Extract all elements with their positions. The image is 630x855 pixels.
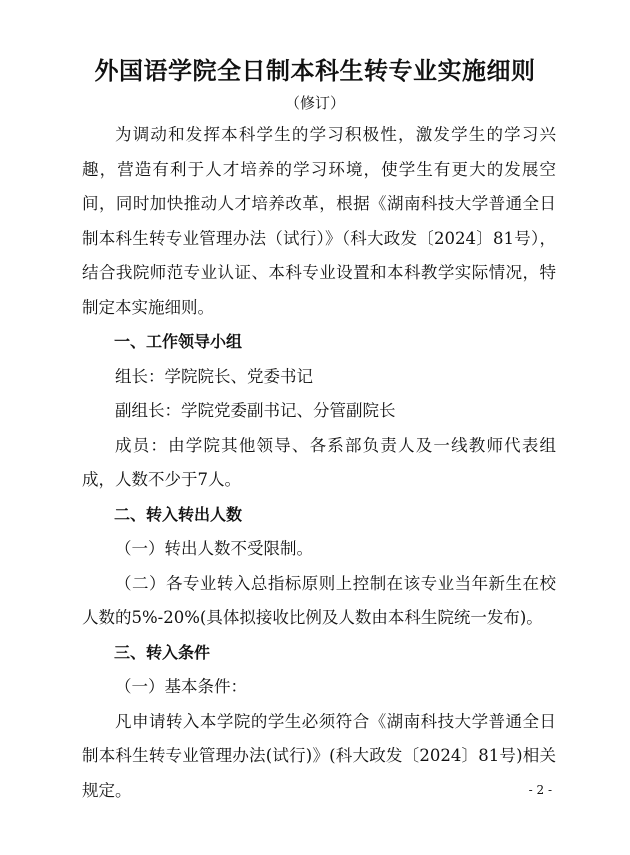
document-title: 外国语学院全日制本科生转专业实施细则 [94,57,536,85]
page-number: - 2 - [528,783,552,797]
intro-paragraph: 为调动和发挥本科学生的学习积极性，激发学生的学习兴趣，营造有利于人才培养的学习环境，使学生有更大的发展空间，同时加快推动人才培养改革，根据《湖南科技大学普通全日制本科生转专业管理办法（试行）》（科大政发〔2024〕81号），结合我院师范专业认证、本科专业设置和本科教学实际情况，特制定本实施细则。 [82,125,556,317]
paragraph-transfer-in-quota: （二）各专业转入总指标原则上控制在该专业当年新生在校人数的5%-20%(具体拟接收比例及人数由本科生院统一发布)。 [82,573,556,627]
paragraph-deputy-leader: 副组长：学院党委副书记、分管副院长 [115,401,396,420]
paragraph-basic-conditions: （一）基本条件： [115,677,247,696]
document-body [82,118,556,808]
paragraph-members: 成员：由学院其他领导、各系部负责人及一线教师代表组成，人数不少于7人。 [82,435,556,489]
paragraph-conditions-detail: 凡申请转入本学院的学生必须符合《湖南科技大学普通全日制本科生转专业管理办法(试行)》(科大政发〔2024〕81号)相关规定。 [82,711,556,800]
paragraph-leader: 组长：学院院长、党委书记 [115,366,313,386]
section-heading-transfer-numbers: 二、转入转出人数 [114,504,243,524]
paragraph-transfer-out: （一）转出人数不受限制。 [115,539,313,558]
section-heading-leadership: 一、工作领导小组 [114,332,243,351]
section-heading-conditions: 三、转入条件 [114,642,211,662]
document-subtitle: （修订） [284,94,345,112]
